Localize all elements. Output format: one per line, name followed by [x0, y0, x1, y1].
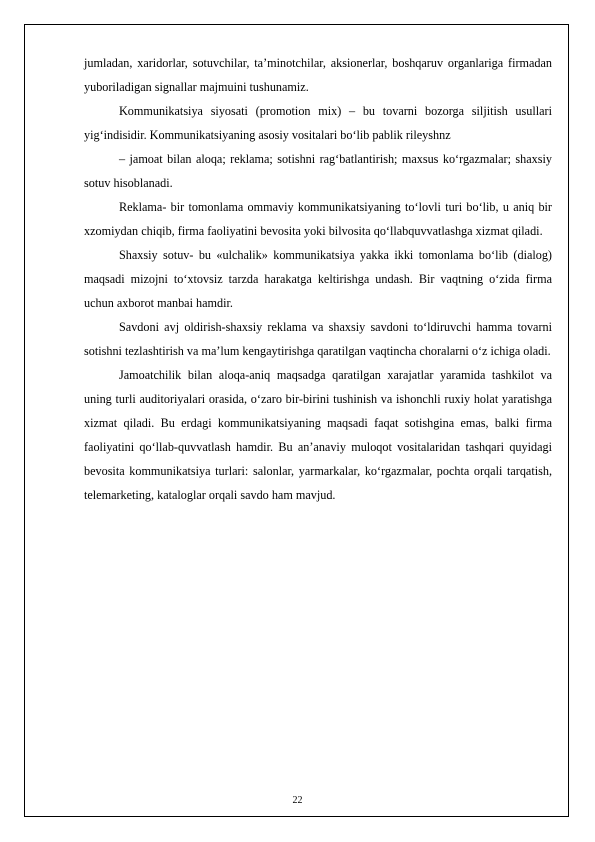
- paragraph-advertising: Reklama- bir tomonlama ommaviy kommunikatsiyaning to‘lovli turi bo‘lib, u aniq bir xzomiydan chiqib, firma faoliyatini bevosita yoki bilvosita qo‘llabquvvatlashga xizmat qiladi.: [84, 200, 552, 238]
- paragraph-sales-promotion: Savdoni avj oldirish-shaxsiy reklama va shaxsiy savdoni to‘ldiruvchi hamma tovarni sotishni tezlashtirish va ma’lum kengaytirishga qaratilgan vaqtincha choralarni o‘z ichiga oladi.: [84, 320, 552, 358]
- page-number: 22: [292, 795, 303, 806]
- paragraph-communication-policy: Kommunikatsiya siyosati (promotion mix) – bu tovarni bozorga siljitish usullari yig‘indisidir. Kommunikatsiyaning asosiy vositalari bo‘lib pablik rileyshnz: [84, 104, 552, 142]
- paragraph-communication-tools: – jamoat bilan aloqa; reklama; sotishni rag‘batlantirish; maxsus ko‘rgazmalar; shaxsiy sotuv hisoblanadi.: [84, 152, 552, 190]
- paragraph-continuation: jumladan, xaridorlar, sotuvchilar, ta’minotchilar, aksionerlar, boshqaruv organlariga firmadan yuboriladigan signallar majmuini tushunamiz.: [84, 56, 552, 94]
- document-body: [84, 51, 552, 507]
- paragraph-public-relations: Jamoatchilik bilan aloqa-aniq maqsadga qaratilgan xarajatlar yaramida tashkilot va uning turli auditoriyalari orasida, o‘zaro bir-birini tushinish va ishonchli ruxiy holat yaratishga xizmat qiladi. Bu erdagi kommunikatsiyaning maqsadi faqat sotishgina emas, balki firma faoliyatini qo‘llab-quvvatlash hamdir. Bu an’anaviy muloqot vositalaridan tashqari quyidagi bevosita kommunikatsiya turlari: salonlar, yarmarkalar, ko‘rgazmalar, pochta orqali tarqatish, telemarketing, kataloglar orqali savdo ham mavjud.: [84, 368, 552, 502]
- paragraph-personal-selling: Shaxsiy sotuv- bu «ulchalik» kommunikatsiya yakka ikki tomonlama bo‘lib (dialog) maqsadi mizojni to‘xtovsiz tarzda harakatga keltirishga undash. Bir vaqtning o‘zida firma uchun axborot manbai hamdir.: [84, 248, 552, 310]
